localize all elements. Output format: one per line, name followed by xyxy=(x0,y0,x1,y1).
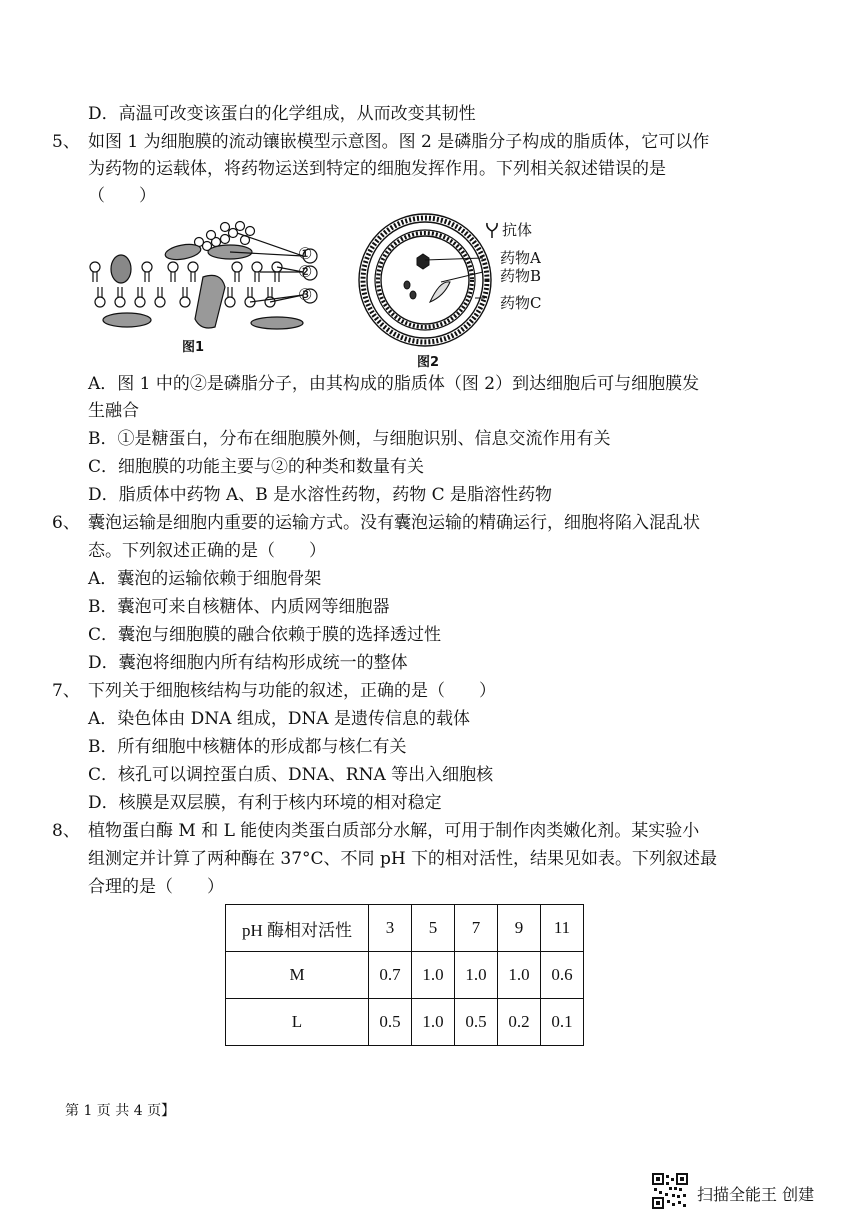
q6-option-d: D．囊泡将细胞内所有结构形成统一的整体 xyxy=(88,653,408,673)
table-ph-value: 3 xyxy=(369,905,412,952)
figure-1-label-1: ① xyxy=(298,244,313,263)
table-enzyme-label: M xyxy=(226,952,369,999)
table-enzyme-label: L xyxy=(226,999,369,1046)
table-cell: 1.0 xyxy=(412,952,455,999)
q6-stem-line2: 态。下列叙述正确的是（ ） xyxy=(88,541,326,561)
q5-option-a-line1: A．图 1 中的②是磷脂分子，由其构成的脂质体（图 2）到达细胞后可与细胞膜发 xyxy=(88,374,700,394)
q5-option-c: C．细胞膜的功能主要与②的种类和数量有关 xyxy=(88,457,425,477)
table-ph-value: 7 xyxy=(455,905,498,952)
table-ph-value: 11 xyxy=(541,905,584,952)
table-row xyxy=(226,999,584,1046)
table-ph-value: 5 xyxy=(412,905,455,952)
q5-stem-line2: 为药物的运载体，将药物运送到特定的细胞发挥作用。下列相关叙述错误的是 xyxy=(88,159,666,179)
q8-stem-line1: 植物蛋白酶 M 和 L 能使肉类蛋白质部分水解，可用于制作肉类嫩化剂。某实验小 xyxy=(88,821,700,841)
qr-code-icon xyxy=(652,1173,688,1209)
q5-paren: （ ） xyxy=(88,186,156,206)
table-row xyxy=(226,952,584,999)
q7-option-b: B．所有细胞中核糖体的形成都与核仁有关 xyxy=(88,737,407,757)
table-cell: 1.0 xyxy=(455,952,498,999)
q6-option-a: A．囊泡的运输依赖于细胞骨架 xyxy=(88,569,322,589)
q8-stem-line3: 合理的是（ ） xyxy=(88,877,224,897)
figure-2-label-drug-b: 药物B xyxy=(500,267,542,285)
figure-1-label-2: ② xyxy=(298,262,313,281)
q8-number: 8、 xyxy=(52,821,80,841)
q7-number: 7、 xyxy=(52,681,80,701)
q5-option-a-line2: 生融合 xyxy=(88,401,139,421)
antibody-icon xyxy=(483,221,501,239)
figure-2-caption: 图2 xyxy=(417,355,440,370)
q8-stem-line2: 组测定并计算了两种酶在 37°C、不同 pH 下的相对活性，结果见如表。下列叙述最 xyxy=(88,849,718,869)
figure-2-label-drug-c: 药物C xyxy=(500,294,542,312)
enzyme-activity-table xyxy=(225,904,584,1046)
q5-option-d: D．脂质体中药物 A、B 是水溶性药物，药物 C 是脂溶性药物 xyxy=(88,485,553,505)
table-cell: 0.6 xyxy=(541,952,584,999)
table-cell: 0.2 xyxy=(498,999,541,1046)
figure-2-liposome-diagram xyxy=(355,210,495,350)
q4-option-d: D．高温可改变该蛋白的化学组成，从而改变其韧性 xyxy=(88,104,476,124)
figure-2-label-drug-a: 药物A xyxy=(500,249,541,267)
q6-option-b: B．囊泡可来自核糖体、内质网等细胞器 xyxy=(88,597,390,617)
table-cell: 0.1 xyxy=(541,999,584,1046)
figure-1-caption: 图1 xyxy=(182,340,205,355)
table-cell: 0.5 xyxy=(369,999,412,1046)
q7-stem: 下列关于细胞核结构与功能的叙述，正确的是（ ） xyxy=(88,681,496,701)
q7-option-c: C．核孔可以调控蛋白质、DNA、RNA 等出入细胞核 xyxy=(88,765,494,785)
q7-option-d: D．核膜是双层膜，有利于核内环境的相对稳定 xyxy=(88,793,442,813)
q5-number: 5、 xyxy=(52,132,80,152)
figure-1-membrane-diagram xyxy=(85,215,325,340)
q7-option-a: A．染色体由 DNA 组成，DNA 是遗传信息的载体 xyxy=(88,709,471,729)
q6-stem-line1: 囊泡运输是细胞内重要的运输方式。没有囊泡运输的精确运行，细胞将陷入混乱状 xyxy=(88,513,700,533)
figure-1-label-3: ③ xyxy=(298,285,313,304)
q6-option-c: C．囊泡与细胞膜的融合依赖于膜的选择透过性 xyxy=(88,625,442,645)
table-cell: 0.7 xyxy=(369,952,412,999)
lower-phospholipids xyxy=(95,287,275,307)
table-cell: 1.0 xyxy=(412,999,455,1046)
table-cell: 1.0 xyxy=(498,952,541,999)
table-ph-value: 9 xyxy=(498,905,541,952)
q5-option-b: B．①是糖蛋白，分布在细胞膜外侧，与细胞识别、信息交流作用有关 xyxy=(88,429,611,449)
figure-2-label-antibody: 抗体 xyxy=(502,221,533,239)
page-footer: 第 1 页 共 4 页】 xyxy=(65,1103,176,1119)
q6-number: 6、 xyxy=(52,513,80,533)
table-header-label: pH 酶相对活性 xyxy=(226,905,369,952)
q5-stem-line1: 如图 1 为细胞膜的流动镶嵌模型示意图。图 2 是磷脂分子构成的脂质体，它可以作 xyxy=(88,132,710,152)
table-cell: 0.5 xyxy=(455,999,498,1046)
watermark-text: 扫描全能王 创建 xyxy=(697,1185,815,1204)
table-header-row xyxy=(226,905,584,952)
